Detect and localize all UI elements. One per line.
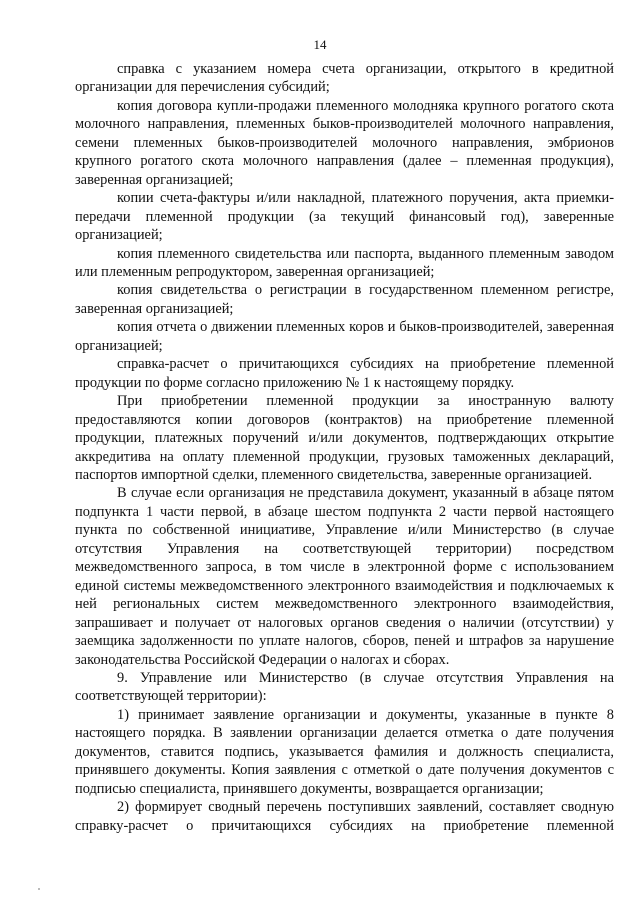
paragraph-purchase-contract-copy: копия договора купли-продажи племенного молодняка крупного рогатого скота молочного направления, племенных быков-производителей молочного направления, семени племенных быков-производителей молочного направления, эмбрионов крупного рогатого скота молочного направления (далее – племенная продукция), заверенная организацией;	[75, 97, 614, 188]
paragraph-section-9: 9. Управление или Министерство (в случае отсутствия Управления на соответствующей территории):	[75, 669, 614, 705]
page-number: 14	[313, 37, 327, 52]
paragraph-invoice-copies: копии счета-фактуры и/или накладной, платежного поручения, акта приемки-передачи племенной продукции (за текущий финансовый год), заверенные организацией;	[75, 190, 614, 244]
scan-speck	[38, 888, 40, 890]
paragraph-item-1: 1) принимает заявление организации и документы, указанные в пункте 8 настоящего порядка. В заявлении организации делается отметка о дате получения документов, ставится подпись, указывается фамилия и должность специалиста, принявшего документы. Копия заявления с отметкой о дате получения документов с подписью специалиста, принявшего документы, возвращается организации;	[75, 706, 614, 797]
paragraph-interagency-request: В случае если организация не представила документ, указанный в абзаце пятом подпункта 1 части первой, в абзаце шестом подпункта 2 части первой настоящего пункта по собственной инициативе, Управление и/или Министерство (в случае отсутствия Управления на соответствующей территории) посредством межведомственного запроса, в том числе в электронной форме с использованием единой системы межведомственного электронного взаимодействия и подключаемых к ней региональных систем межведомственного электронного взаимодействия, запрашивает и получает от налоговых органов сведения о наличии (отсутствии) у заемщика задолженности по уплате налогов, сборов, пеней и штрафов за нарушение законодательства Российской Федерации о налогах и сборах.	[75, 485, 614, 668]
paragraph-registration-certificate-copy: копия свидетельства о регистрации в государственном племенном регистре, заверенная организацией;	[75, 282, 614, 317]
paragraph-breeding-certificate-copy: копия племенного свидетельства или паспорта, выданного племенным заводом или племенным репродуктором, заверенная организацией;	[75, 245, 614, 280]
paragraph-bank-account-certificate: справка с указанием номера счета организации, открытого в кредитной организации для перечисления субсидий;	[75, 61, 614, 96]
paragraph-foreign-currency: При приобретении племенной продукции за иностранную валюту предоставляются копии договоров (контрактов) на приобретение племенной продукции, платежных поручений и/или документов, подтверждающих открытие аккредитива на оплату племенной продукции, грузовых таможенных деклараций, паспортов импортной сделки, племенного свидетельства, заверенные организацией.	[75, 393, 614, 483]
paragraph-item-2: 2) формирует сводный перечень поступивших заявлений, составляет сводную справку-расчет о причитающихся субсидиях на приобретение племенной	[75, 799, 614, 834]
document-body	[75, 60, 614, 835]
paragraph-subsidy-calculation: справка-расчет о причитающихся субсидиях на приобретение племенной продукции по форме согласно приложению № 1 к настоящему порядку.	[75, 356, 614, 391]
paragraph-movement-report-copy: копия отчета о движении племенных коров и быков-производителей, заверенная организацией;	[75, 319, 614, 354]
